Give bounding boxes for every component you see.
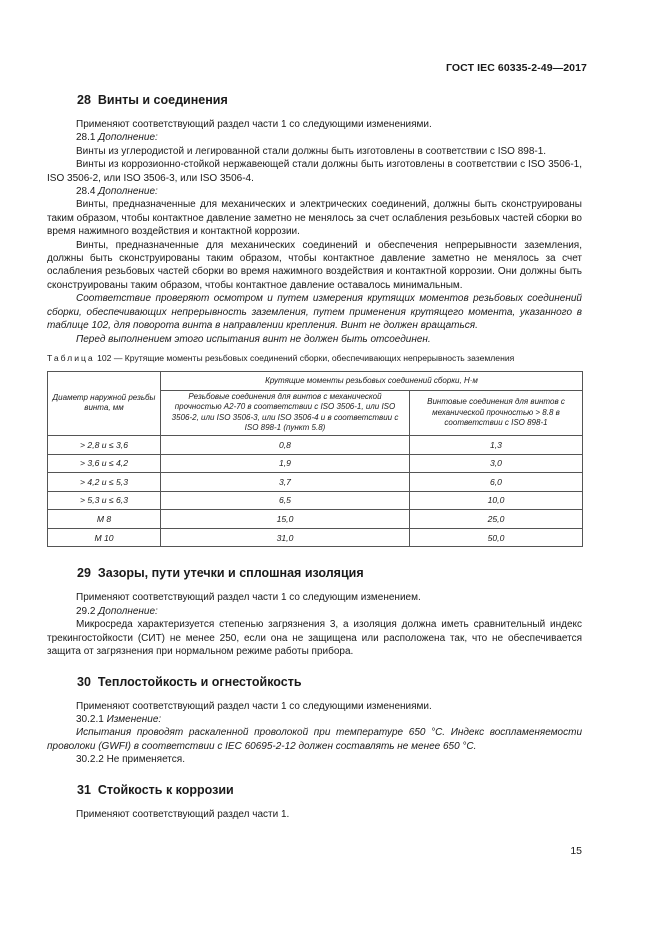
- table-caption: [47, 352, 582, 364]
- section-30-title: [47, 674, 582, 690]
- paragraph: Применяют соответствующий раздел части 1 со следующими изменениями.: [76, 700, 432, 712]
- section-number: 31: [77, 782, 91, 797]
- cell-stainless: 15,0: [161, 510, 410, 529]
- clause-number: 29.2: [76, 605, 96, 617]
- paragraph: Применяют соответствующий раздел части 1 со следующими изменениями.: [76, 119, 432, 130]
- cell-mechanical: 10,0: [410, 491, 583, 510]
- cell-mechanical: 50,0: [410, 528, 583, 547]
- torque-table: [47, 371, 583, 548]
- clause-number: 28.4: [76, 186, 96, 198]
- clause-label: Изменение:: [106, 713, 162, 725]
- table-row: [48, 473, 583, 492]
- table-row: [48, 491, 583, 510]
- paragraph: Винты, предназначенные для механических соединений и обеспечения непрерывности заземления, должны быть сконструированы таким образом, чтобы контактное давление заметно не менялось за счет ослабления резьбовых частей сборки во время нажимного воздействия и контактной коррозии. Они должны быть сконструированы таким образом, чтобы контактное давление оставалось минимальным.: [47, 239, 582, 291]
- cell-diameter: > 5,3 и ≤ 6,3: [48, 491, 161, 510]
- table-row: [48, 510, 583, 529]
- cell-mechanical: 6,0: [410, 473, 583, 492]
- paragraph: Применяют соответствующий раздел части 1 со следующим изменением.: [76, 592, 421, 604]
- paragraph: Применяют соответствующий раздел части 1.: [76, 808, 290, 820]
- section-title-text: Стойкость к коррозии: [97, 782, 234, 797]
- cell-stainless: 31,0: [161, 528, 410, 547]
- clause-label: Дополнение:: [98, 186, 158, 198]
- cell-stainless: 3,7: [161, 473, 410, 492]
- page-number: 15: [570, 845, 582, 857]
- header-diameter: Диаметр наружной резьбы винта, мм: [48, 371, 161, 435]
- section-number: 30: [77, 674, 91, 689]
- clause-heading: [47, 713, 582, 726]
- cell-stainless: 0,8: [161, 435, 410, 454]
- table-caption-label: Таблица: [47, 352, 95, 363]
- section-28-title: [47, 92, 582, 108]
- table-row: [48, 435, 583, 454]
- table-caption-text: 102 — Крутящие моменты резьбовых соединений сборки, обеспечивающих непрерывность заземления: [97, 352, 515, 363]
- cell-stainless: 6,5: [161, 491, 410, 510]
- table-row: [48, 528, 583, 547]
- cell-diameter: М 10: [48, 528, 161, 547]
- clause-heading: [47, 185, 582, 198]
- clause-heading: [47, 605, 582, 618]
- section-31-title: [47, 782, 582, 798]
- section-title-text: Теплостойкость и огнестойкость: [97, 674, 302, 689]
- cell-mechanical: 25,0: [410, 510, 583, 529]
- section-29-title: [47, 565, 582, 581]
- cell-diameter: > 4,2 и ≤ 5,3: [48, 473, 161, 492]
- compliance-paragraph: Соответствие проверяют осмотром и путем измерения крутящих моментов резьбовых соединений сборки, обеспечивающих непрерывность заземления, путем применения крутящего момента, указанного в таблице 102, для поворота винта в направлении крепления. Винт не должен вращаться.: [47, 293, 582, 332]
- cell-stainless: 1,9: [161, 454, 410, 473]
- paragraph: Микросреда характеризуется степенью загрязнения 3, а изоляция должна иметь сравнительный индекс трекингостойкости (СИТ) не менее 250, если она не защищена или расположена так, что не обеспечивается защита от загрязнения при нормальном режиме работы прибора.: [47, 619, 582, 658]
- paragraph: Винты, предназначенные для механических и электрических соединений, должны быть сконструированы таким образом, чтобы контактное давление заметно не менялось за счет ослабления резьбовых частей сборки во время нажимного воздействия и контактной коррозии.: [47, 199, 582, 238]
- cell-diameter: > 2,8 и ≤ 3,6: [48, 435, 161, 454]
- header-stainless: Резьбовые соединения для винтов с механической прочностью А2-70 в соответствии с ISO 3506-1, или ISO 3506-2, или ISO 3506-3, или ISO 3506-4 и в соответствии с ISO 898-1 (пункт 5.8): [161, 390, 410, 435]
- table-row: [48, 454, 583, 473]
- compliance-paragraph: Испытания проводят раскаленной проволокой при температуре 650 °С. Индекс воспламеняемости проволоки (GWFI) в соответствии с IEC 60695-2-12 должен составлять не менее 650 °С.: [47, 727, 582, 752]
- section-title-text: Зазоры, пути утечки и сплошная изоляция: [97, 566, 364, 581]
- clause-heading: [47, 131, 582, 144]
- header-torque-group: Крутящие моменты резьбовых соединений сборки, Н·м: [161, 371, 583, 390]
- section-number: 28: [77, 93, 91, 107]
- clause-number: 30.2.1: [76, 713, 104, 725]
- page-content: [47, 92, 582, 821]
- section-30: [47, 674, 582, 767]
- header-mechanical: Винтовые соединения для винтов с механической прочностью > 8.8 в соответствии с ISO 898-1: [410, 390, 583, 435]
- section-28: [47, 92, 582, 547]
- standard-header: ГОСТ IEC 60335-2-49—2017: [445, 62, 587, 74]
- cell-mechanical: 3,0: [410, 454, 583, 473]
- clause-label: Дополнение:: [98, 132, 158, 144]
- section-29: [47, 565, 582, 658]
- section-31: [47, 782, 582, 821]
- section-number: 29: [77, 566, 91, 581]
- clause-number: 28.1: [76, 132, 96, 144]
- cell-mechanical: 1,3: [410, 435, 583, 454]
- compliance-paragraph: Перед выполнением этого испытания винт не должен быть отсоединен.: [76, 333, 431, 345]
- cell-diameter: М 8: [48, 510, 161, 529]
- clause-label: Дополнение:: [98, 605, 158, 617]
- paragraph: Винты из коррозионно-стойкой нержавеющей стали должны быть изготовлены в соответствии с ISO 3506-1, ISO 3506-2, или ISO 3506-3, или ISO 3506-4.: [47, 159, 582, 184]
- cell-diameter: > 3,6 и ≤ 4,2: [48, 454, 161, 473]
- paragraph: Винты из углеродистой и легированной стали должны быть изготовлены в соответствии с ISO 898-1.: [76, 145, 547, 157]
- paragraph: 30.2.2 Не применяется.: [76, 754, 185, 766]
- section-title-text: Винты и соединения: [97, 93, 228, 107]
